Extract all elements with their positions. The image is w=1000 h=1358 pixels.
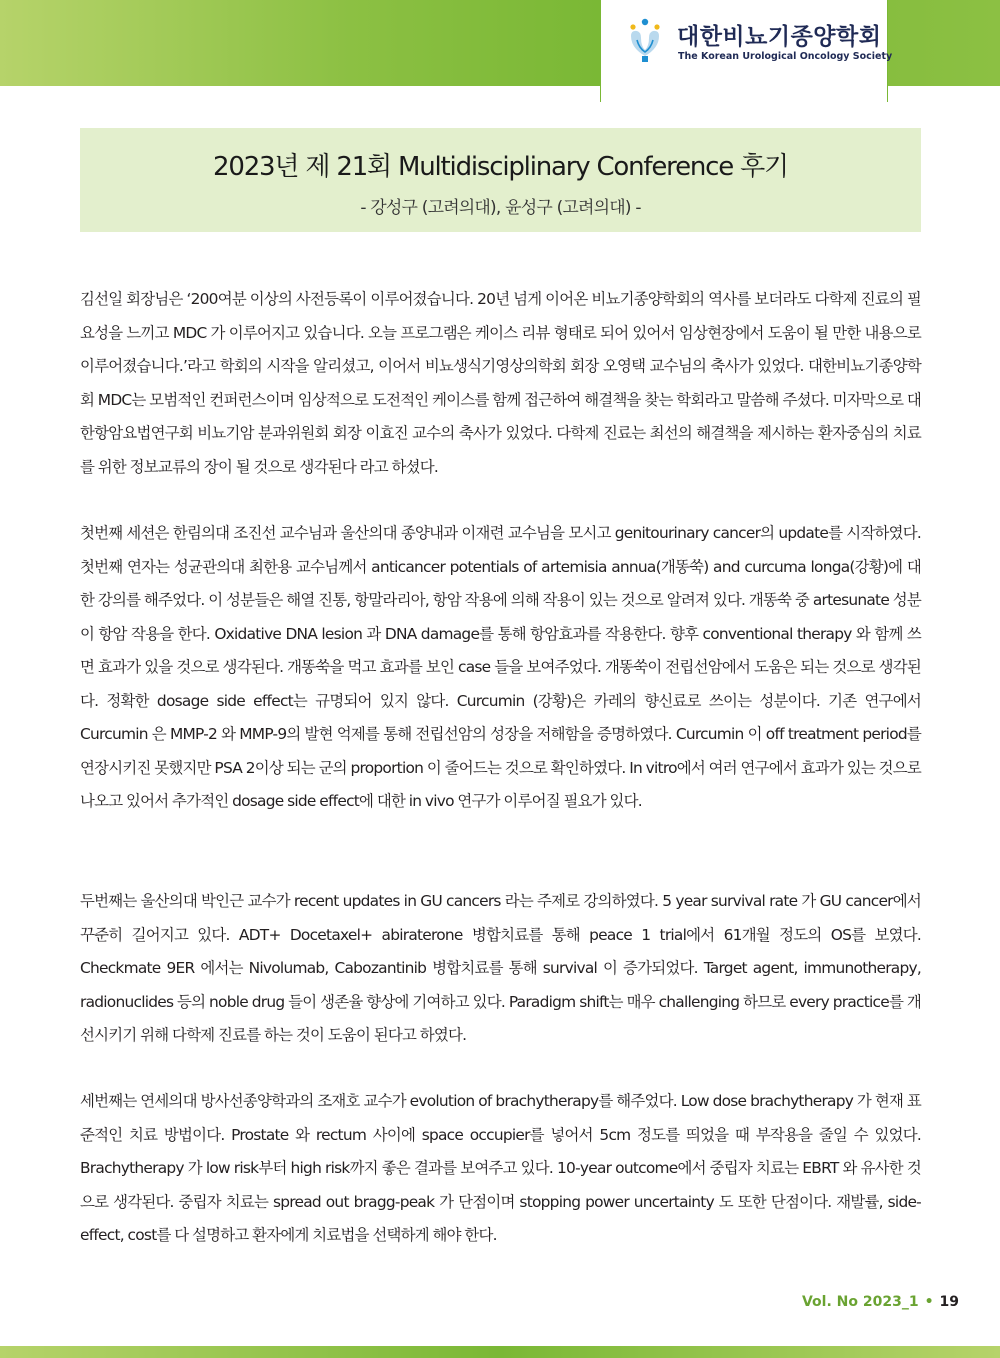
bottom-band [0,1346,1000,1358]
article-authors: - 강성구 (고려의대), 윤성구 (고려의대) - [360,198,641,218]
society-name-english: The Korean Urological Oncology Society [678,51,893,62]
volume-label: Vol. No 2023_1 [801,1294,919,1310]
article-title: 2023년 제 21회 Multidisciplinary Conference 후기 [213,152,788,182]
paragraph-session-two: 두번째는 울산의대 박인근 교수가 recent updates in GU cancers 라는 주제로 강의하였다. 5 year survival rate 가 GU cancer에서 꾸준히 길어지고 있다. ADT+ Docetaxel+ abiraterone 병합치료를 통해 peace 1 trial에서 61개월 정도의 OS를 보였다. Checkmate 9ER 에서는 Nivolumab, Cabozantinib 병합치료를 통해 survival 이 증가되었다. Target agent, immunotherapy, radionuclides 등의 noble drug 들이 생존율 향상에 기여하고 있다. Paradigm shift는 매우 challenging 하므로 every practice를 개선시키기 위해 다학제 진료를 하는 것이 도움이 된다고 하였다. [80,892,921,1044]
page-number: 19 [939,1294,959,1310]
society-emblem-icon [623,16,667,64]
society-name-korean: 대한비뇨기종양학회 [677,24,882,50]
page-footer [802,1294,959,1310]
paragraph-session-one: 첫번째 세션은 한림의대 조진선 교수님과 울산의대 종양내과 이재련 교수님을 모시고 genitourinary cancer의 update를 시작하였다. 첫번째 연자는 성균관의대 최한용 교수님께서 anticancer potentials of artemisia annua(개똥쑥) and curcuma longa(강황)에 대한 강의를 해주었다. 이 성분들은 해열 진통, 항말라리아, 항암 작용에 의해 작용이 있는 것으로 알려져 있다. 개똥쑥 중 artesunate 성분이 항암 작용을 한다. Oxidative DNA lesion 과 DNA damage를 통해 항암효과를 작용한다. 향후 conventional therapy 와 함께 쓰면 효과가 있을 것으로 생각된다. 개똥쑥을 먹고 효과를 보인 case 들을 보여주었다. 개똥쑥이 전립선암에서 도움은 되는 것으로 생각된다. 정확한 dosage side effect는 규명되어 있지 않다. Curcumin (강황)은 카레의 향신료로 쓰이는 성분이다. 기존 연구에서 Curcumin 은 MMP-2 와 MMP-9의 발현 억제를 통해 전립선암의 성장을 저해함을 증명하였다. Curcumin 이 off treatment period를 연장시키진 못했지만 PSA 2이상 되는 군의 proportion 이 줄어드는 것으로 확인하였다. In vitro에서 여러 연구에서 효과가 있는 것으로 나오고 있어서 추가적인 dosage side effect에 대한 in vivo 연구가 이루어질 필요가 있다. [80,524,921,810]
footer-separator: • [924,1294,934,1310]
paragraph-session-three: 세번째는 연세의대 방사선종양학과의 조재호 교수가 evolution of brachytherapy를 해주었다. Low dose brachytherapy 가 현재 표준적인 치료 방법이다. Prostate 와 rectum 사이에 space occupier를 넣어서 5cm 정도를 띄었을 때 부작용을 줄일 수 있었다. Brachytherapy 가 low risk부터 high risk까지 좋은 결과를 보여주고 있다. 10-year outcome에서 중립자 치료는 EBRT 와 유사한 것으로 생각된다. 중립자 치료는 spread out bragg-peak 가 단점이며 stopping power uncertainty 도 또한 단점이다. 재발률, side-effect, cost를 다 설명하고 환자에게 치료법을 선택하게 해야 한다. [80,1092,921,1244]
society-logo [600,0,893,102]
paragraph-opening: 김선일 회장님은 ‘200여분 이상의 사전등록이 이루어졌습니다. 20년 넘게 이어온 비뇨기종양학회의 역사를 보더라도 다학제 진료의 필요성을 느끼고 MDC 가 이루어지고 있습니다. 오늘 프로그램은 케이스 리뷰 형태로 되어 있어서 임상현장에서 도움이 될 만한 내용으로 이루어졌습니다.’라고 학회의 시작을 알리셨고, 이어서 비뇨생식기영상의학회 회장 오영택 교수님의 축사가 있었다. 대한비뇨기종양학회 MDC는 모범적인 컨퍼런스이며 임상적으로 도전적인 케이스를 함께 접근하여 해결책을 찾는 학회라고 말씀해 주셨다. 미자막으로 대한항암요법연구회 비뇨기암 분과위원회 회장 이효진 교수의 축사가 있었다. 다학제 진료는 최선의 해결책을 제시하는 환자중심의 치료를 위한 정보교류의 장이 될 것으로 생각된다 라고 하셨다. [80,290,921,476]
article-title-box [80,128,921,232]
